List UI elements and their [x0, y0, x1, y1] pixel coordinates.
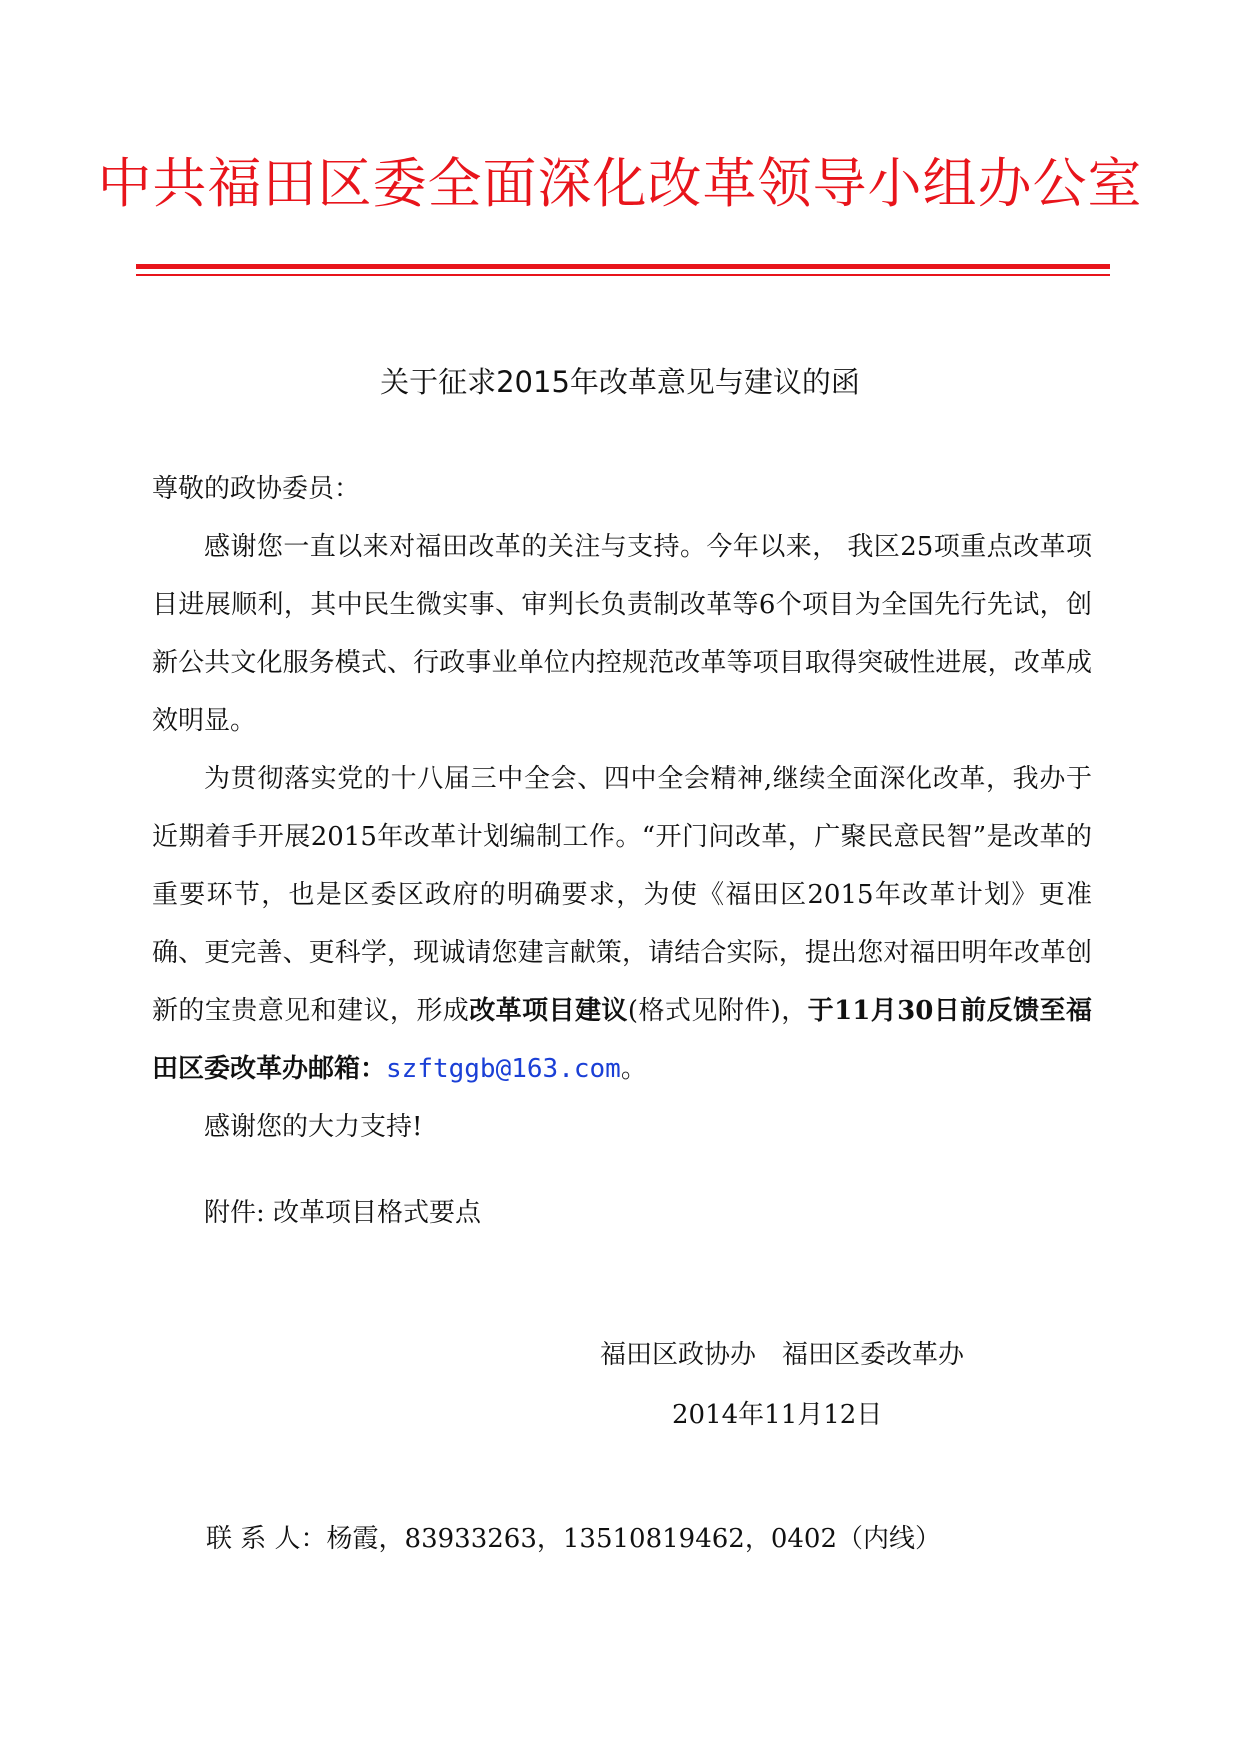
attachment-line: 附件: 改革项目格式要点: [204, 1198, 482, 1228]
paragraph-2-deadline: 于11月30日前反馈至福田区委改革办邮箱：: [152, 996, 1092, 1084]
letter-body: [152, 460, 1092, 1242]
thanks-line: 感谢您的大力支持!: [204, 1112, 423, 1142]
paragraph-2-format-note: (格式见附件)，: [627, 996, 808, 1026]
signature-date: 2014年11月12日: [672, 1400, 883, 1430]
header-rule-thin: [136, 274, 1110, 276]
salutation: 尊敬的政协委员：: [152, 474, 361, 504]
org-title: 中共福田区委全面深化改革领导小组办公室: [97, 152, 1143, 215]
signature-senders: 福田区政协办 福田区委改革办: [600, 1340, 965, 1370]
paragraph-2-bold-proposal: 改革项目建议: [469, 996, 628, 1026]
paragraph-2-text: 为贯彻落实党的十八届三中全会、四中全会精神,继续全面深化改革，我办于近期着手开展2015年改革计划编制工作。“开门问改革，广聚民意民智”是改革的重要环节，也是区委区政府的明确要求，为使《福田区2015年改革计划》更准确、更完善、更科学，现诚请您建言献策，请结合实际，提出您对福田明年改革创新的宝贵意见和建议，形成: [152, 764, 1092, 1026]
paragraph-1: 感谢您一直以来对福田改革的关注与支持。今年以来， 我区25项重点改革项目进展顺利，其中民生微实事、审判长负责制改革等6个项目为全国先行先试，创新公共文化服务模式、行政事业单位内控规范改革等项目取得突破性进展，改革成效明显。: [152, 532, 1092, 736]
email-link[interactable]: szftggb@163.com: [386, 1054, 621, 1084]
paragraph-2-end: 。: [620, 1054, 647, 1084]
paragraph-2: [152, 750, 1092, 1098]
letter-title: 关于征求2015年改革意见与建议的函: [380, 365, 860, 399]
contact-line: 联 系 人：杨霞，83933263，13510819462，0402（内线）: [206, 1524, 941, 1554]
header-rule-thick: [136, 264, 1110, 269]
